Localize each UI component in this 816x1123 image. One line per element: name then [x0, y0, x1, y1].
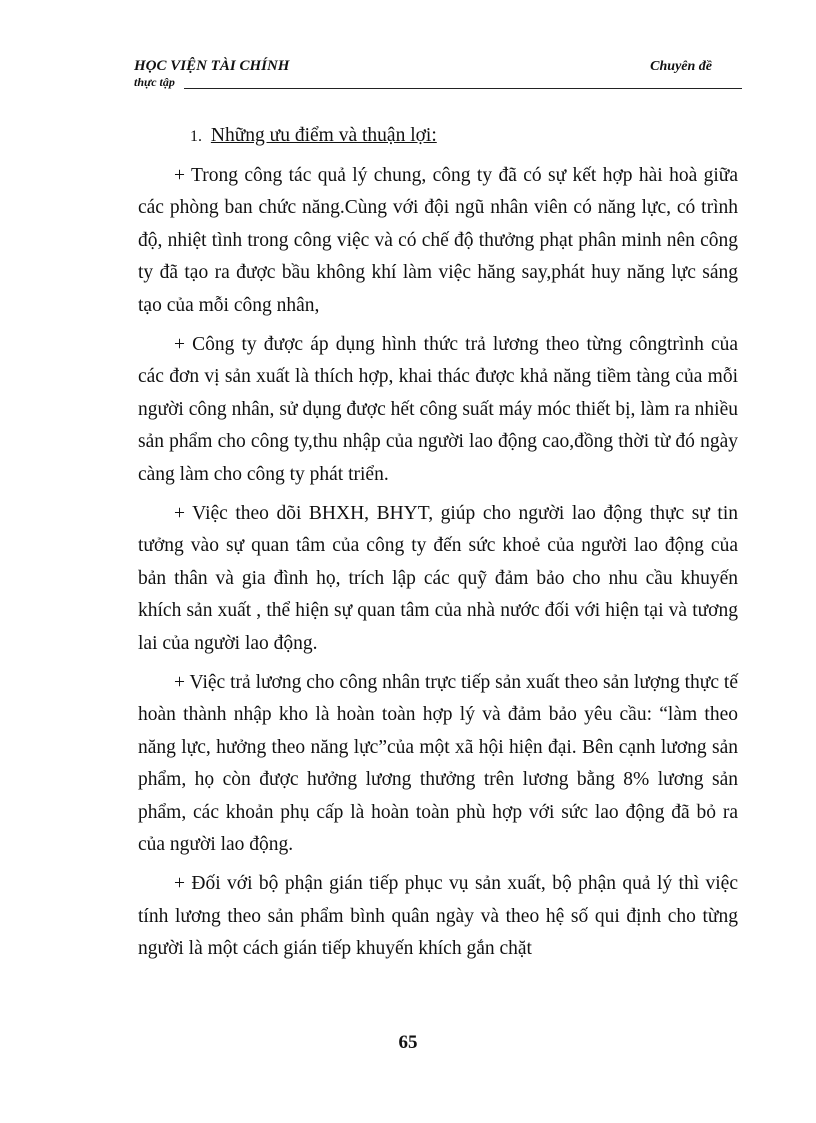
- document-body: [138, 120, 738, 972]
- section-number: 1.: [190, 128, 202, 145]
- page-header: [134, 58, 742, 92]
- paragraph: + Trong công tác quả lý chung, công ty đã có sự kết hợp hài hoà giữa các phòng ban chức năng.Cùng với đội ngũ nhân viên có năng lực, có trình độ, nhiệt tình trong công việc và có chế độ thưởng phạt phân minh nên công ty đã tạo ra được bầu không khí làm việc hăng say,phát huy năng lực sáng tạo của mỗi công nhân,: [138, 164, 738, 316]
- paragraph: + Việc theo dõi BHXH, BHYT, giúp cho người lao động thực sự tin tưởng vào sự quan tâm của công ty đến sức khoẻ của người lao động của bản thân và gia đình họ, trích lập các quỹ đảm bảo cho nhu cầu khuyến khích sản xuất , thể hiện sự quan tâm của nhà nước đối với hiện tại và tương lai của người lao động.: [138, 502, 738, 654]
- paragraph: + Đối với bộ phận gián tiếp phục vụ sản xuất, bộ phận quả lý thì việc tính lương theo sản phẩm bình quân ngày và theo hệ số qui định cho từng người là một cách gián tiếp khuyến khích gắn chặt: [138, 873, 738, 960]
- header-document-type: Chuyên đề: [650, 59, 712, 74]
- paragraph: + Việc trả lương cho công nhân trực tiếp sản xuất theo sản lượng thực tế hoàn thành nhập kho là hoàn toàn hợp lý và đảm bảo yêu cầu: “làm theo năng lực, hưởng theo năng lực”của một xã hội hiện đại. Bên cạnh lương sản phẩm, họ còn được hưởng lương thưởng trên lương bằng 8% lương sản phẩm, các khoản phụ cấp là hoàn toàn phù hợp với sức lao động đã bỏ ra của người lao động.: [138, 671, 738, 856]
- section-title: Những ưu điểm và thuận lợi:: [210, 125, 437, 146]
- page-number: 65: [398, 1032, 418, 1053]
- paragraph: + Công ty được áp dụng hình thức trả lương theo từng côngtrình của các đơn vị sản xuất là thích hợp, khai thác được khả năng tiềm tàng của mỗi người công nhân, sử dụng được hết công suất máy móc thiết bị, làm ra nhiều sản phẩm cho công ty,thu nhập của người lao động cao,đồng thời từ đó ngày càng làm cho công ty phát triển.: [138, 333, 738, 485]
- header-institution: [134, 58, 289, 89]
- section-heading: [138, 120, 738, 154]
- header-institution-subtitle: thực tập: [134, 75, 175, 89]
- header-divider: [184, 88, 742, 89]
- header-institution-name: HỌC VIỆN TÀI CHÍNH: [134, 58, 290, 74]
